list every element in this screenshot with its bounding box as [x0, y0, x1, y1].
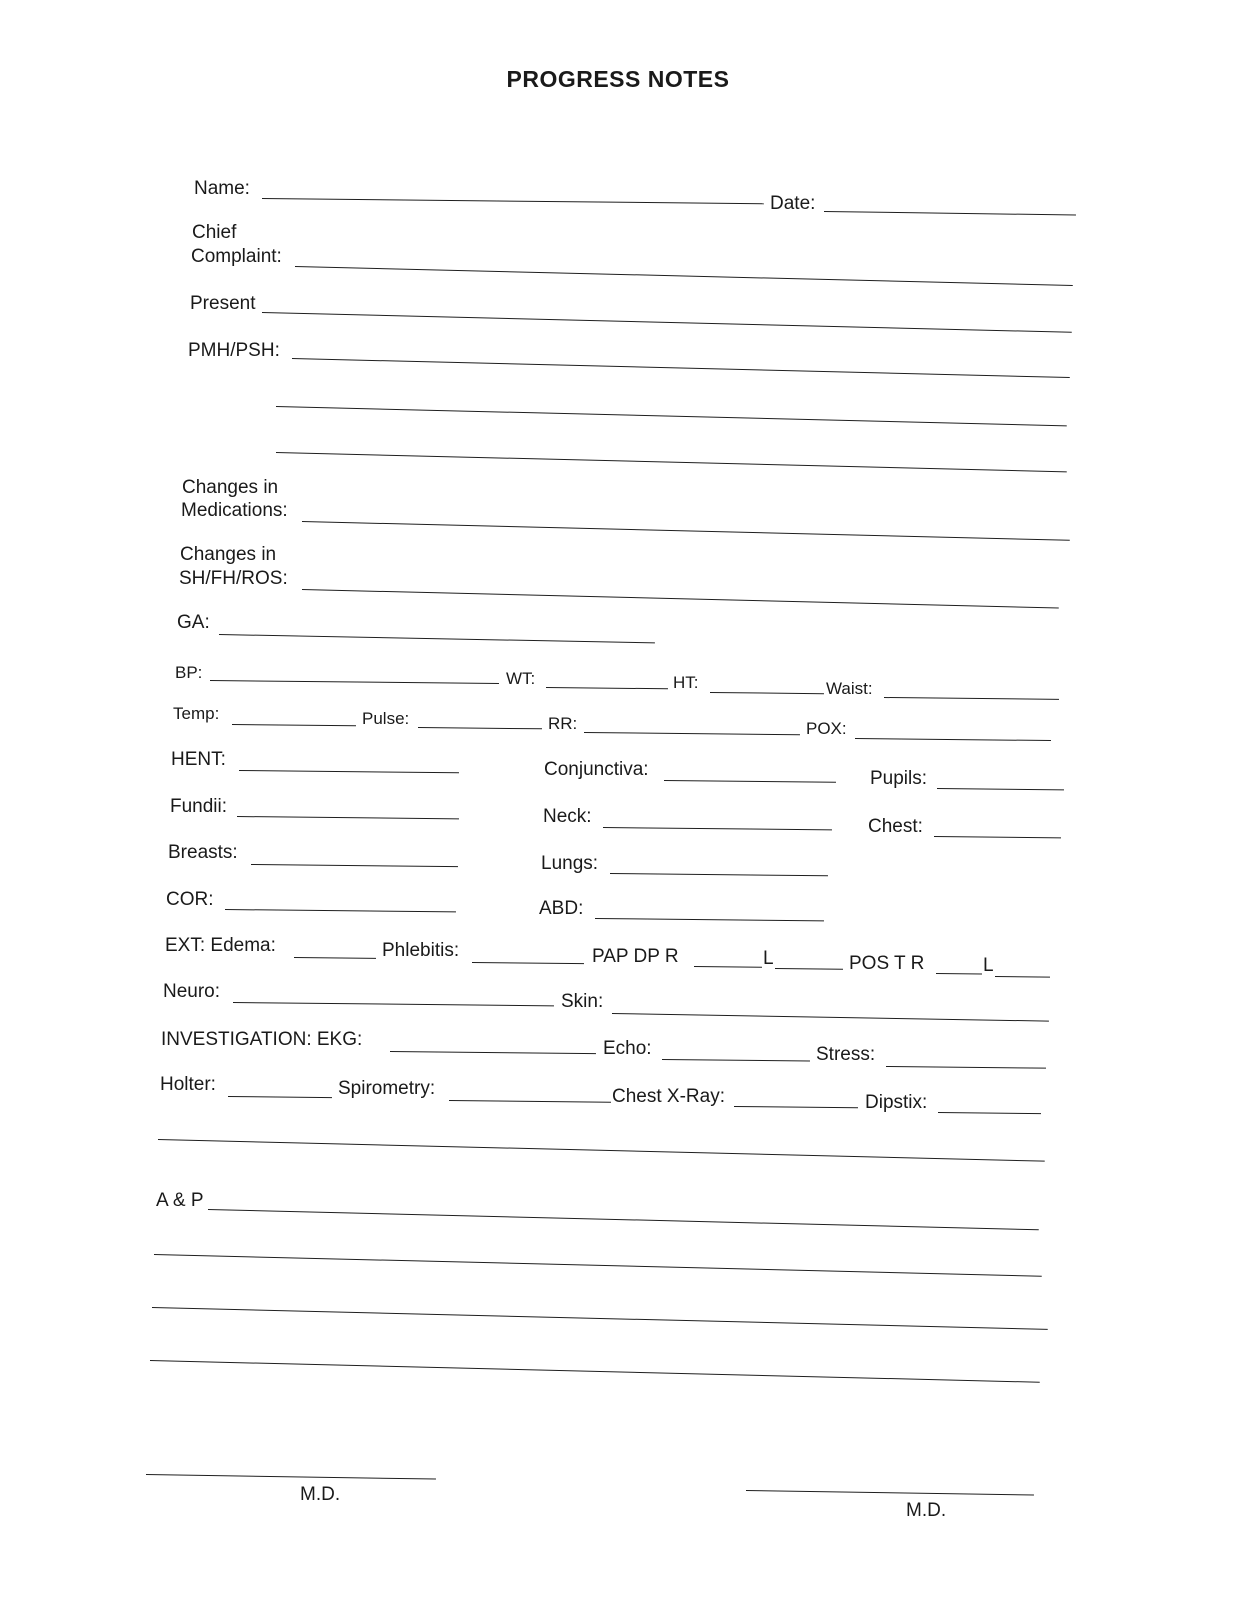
- changes-sh-label-2: SH/FH/ROS:: [179, 568, 288, 589]
- waist-field[interactable]: [884, 697, 1059, 700]
- dipstix-label: Dipstix:: [865, 1092, 928, 1113]
- present-label: Present: [190, 293, 256, 314]
- pulse-field[interactable]: [418, 727, 542, 729]
- waist-label: Waist:: [826, 679, 873, 698]
- lungs-label: Lungs:: [541, 853, 599, 874]
- chest-xray-label: Chest X-Ray:: [612, 1086, 725, 1107]
- chest-label: Chest:: [868, 816, 923, 837]
- changes-sh-fh-ros-field[interactable]: [302, 589, 1059, 608]
- ap-field-1[interactable]: [208, 1209, 1039, 1230]
- pmh-psh-field-3[interactable]: [276, 452, 1067, 472]
- pmh-psh-field-1[interactable]: [292, 358, 1070, 378]
- md-label-right: M.D.: [906, 1500, 947, 1521]
- rr-field[interactable]: [584, 732, 800, 735]
- temp-label: Temp:: [173, 704, 220, 723]
- investigation-ekg-label: INVESTIGATION: EKG:: [161, 1029, 363, 1050]
- dipstix-field[interactable]: [938, 1112, 1041, 1114]
- pap-dp-l-field[interactable]: [775, 968, 843, 970]
- pmh-psh-label: PMH/PSH:: [188, 340, 280, 361]
- pos-t-l-field[interactable]: [995, 976, 1050, 978]
- pap-dp-r-field[interactable]: [694, 966, 762, 968]
- holter-field[interactable]: [228, 1096, 332, 1098]
- conjunctiva-label: Conjunctiva:: [544, 759, 649, 780]
- ap-field-2[interactable]: [154, 1254, 1042, 1277]
- bp-field[interactable]: [210, 680, 499, 684]
- breasts-field[interactable]: [251, 864, 458, 867]
- wt-label: WT:: [506, 669, 536, 688]
- breasts-label: Breasts:: [168, 842, 238, 863]
- md-label-left: M.D.: [300, 1484, 341, 1505]
- skin-label: Skin:: [561, 991, 604, 1012]
- date-label: Date:: [770, 193, 816, 214]
- hent-field[interactable]: [239, 770, 459, 773]
- temp-field[interactable]: [232, 724, 356, 726]
- abd-field[interactable]: [595, 918, 824, 921]
- pox-label: POX:: [806, 719, 847, 738]
- changes-sh-label-1: Changes in: [180, 544, 277, 565]
- echo-field[interactable]: [662, 1059, 810, 1062]
- signature-line-right[interactable]: [746, 1490, 1034, 1496]
- pox-field[interactable]: [855, 738, 1051, 741]
- present-field[interactable]: [262, 312, 1072, 333]
- pupils-field[interactable]: [937, 788, 1064, 790]
- hent-label: HENT:: [171, 749, 226, 770]
- ap-field-3[interactable]: [152, 1307, 1048, 1330]
- bp-label: BP:: [175, 663, 203, 682]
- phlebitis-label: Phlebitis:: [382, 940, 460, 961]
- ekg-field[interactable]: [390, 1051, 596, 1054]
- changes-medications-label-2: Medications:: [181, 500, 288, 521]
- pap-dp-l-label: L: [763, 948, 774, 969]
- fundii-label: Fundii:: [170, 796, 228, 817]
- changes-medications-field[interactable]: [302, 521, 1070, 541]
- spirometry-field[interactable]: [449, 1100, 611, 1103]
- stress-field[interactable]: [886, 1066, 1046, 1069]
- phlebitis-field[interactable]: [472, 962, 584, 964]
- chest-xray-field[interactable]: [734, 1106, 858, 1108]
- neuro-field[interactable]: [233, 1002, 554, 1006]
- signature-line-left[interactable]: [146, 1474, 436, 1480]
- ap-label: A & P: [156, 1190, 204, 1211]
- pmh-psh-field-2[interactable]: [276, 406, 1067, 426]
- rr-label: RR:: [548, 714, 578, 733]
- stress-label: Stress:: [816, 1044, 876, 1065]
- pulse-label: Pulse:: [362, 709, 410, 728]
- name-label: Name:: [194, 178, 250, 199]
- wt-field[interactable]: [546, 687, 668, 689]
- chief-label: Chief: [192, 222, 237, 243]
- edema-field[interactable]: [294, 957, 376, 959]
- ht-field[interactable]: [710, 692, 824, 694]
- ap-field-4[interactable]: [150, 1360, 1040, 1383]
- spirometry-label: Spirometry:: [338, 1078, 436, 1099]
- pos-t-r-field[interactable]: [936, 973, 982, 974]
- chief-complaint-field[interactable]: [295, 266, 1073, 286]
- pupils-label: Pupils:: [870, 768, 928, 789]
- echo-label: Echo:: [603, 1038, 652, 1059]
- ga-label: GA:: [177, 612, 210, 633]
- pos-t-r-label: POS T R: [849, 953, 925, 974]
- page-title: PROGRESS NOTES: [506, 66, 730, 92]
- investigation-notes-line[interactable]: [158, 1139, 1045, 1162]
- fundii-field[interactable]: [237, 816, 459, 819]
- skin-field[interactable]: [612, 1013, 1049, 1022]
- name-field[interactable]: [262, 198, 764, 204]
- cor-label: COR:: [166, 889, 214, 910]
- abd-label: ABD:: [539, 898, 584, 919]
- changes-medications-label-1: Changes in: [182, 477, 279, 498]
- neck-field[interactable]: [603, 827, 832, 830]
- pos-t-l-label: L: [983, 955, 994, 976]
- ga-field[interactable]: [219, 634, 655, 643]
- cor-field[interactable]: [225, 909, 456, 912]
- conjunctiva-field[interactable]: [664, 780, 836, 783]
- chest-field[interactable]: [934, 836, 1061, 838]
- pap-dp-r-label: PAP DP R: [592, 946, 679, 967]
- lungs-field[interactable]: [610, 873, 828, 876]
- neuro-label: Neuro:: [163, 981, 221, 1002]
- holter-label: Holter:: [160, 1074, 216, 1095]
- complaint-label: Complaint:: [191, 246, 282, 267]
- ext-edema-label: EXT: Edema:: [165, 935, 276, 956]
- date-field[interactable]: [824, 211, 1076, 216]
- neck-label: Neck:: [543, 806, 592, 827]
- ht-label: HT:: [673, 673, 699, 692]
